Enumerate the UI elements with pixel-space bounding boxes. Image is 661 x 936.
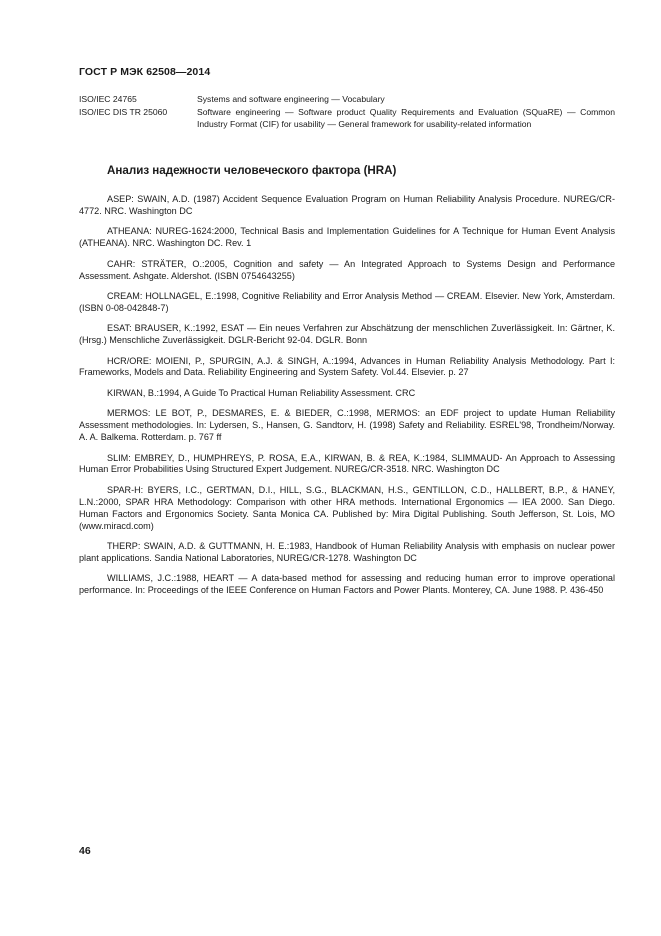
reference-item: CREAM: HOLLNAGEL, E.:1998, Cognitive Reliability and Error Analysis Method — CREAM. Elsevier. New York, Amsterdam. (ISBN 0-08-042848-7) bbox=[79, 290, 615, 313]
reference-item: CAHR: STRÄTER, O.:2005, Cognition and safety — An Integrated Approach to Systems Design and Performance Assessment. Ashgate. Aldershot. (ISBN 0754643255) bbox=[79, 258, 615, 281]
section-heading: Анализ надежности человеческого фактора (HRA) bbox=[107, 164, 397, 177]
standard-code: ISO/IEC 24765 bbox=[79, 94, 137, 104]
standard-description: Systems and software engineering — Vocabulary bbox=[197, 94, 385, 104]
document-header-title: ГОСТ Р МЭК 62508—2014 bbox=[79, 66, 211, 78]
reference-item: KIRWAN, B.:1994, A Guide To Practical Human Reliability Assessment. CRC bbox=[107, 387, 416, 398]
page-number: 46 bbox=[79, 845, 91, 857]
reference-item: MERMOS: LE BOT, P., DESMARES, E. & BIEDER, C.:1998, MERMOS: an EDF project to update Human Reliability Assessment methodologies. In: Lydersen, S., Hansen, G. Sandtorv, H. (1998) Safety and Reliability. ESREL'98, Trondheim/Norway. A. A. Balkema. Rotterdam. p. 767 ff bbox=[79, 408, 615, 443]
standards-row bbox=[79, 94, 615, 105]
reference-item: WILLIAMS, J.C.:1988, HEART — A data-based method for assessing and reducing human error to improve operational performance. In: Proceedings of the IEEE Conference on Human Factors and Power Plants. Monterey, CA. June 1988. P. 436-450 bbox=[79, 573, 615, 596]
reference-item: THERP: SWAIN, A.D. & GUTTMANN, H. E.:1983, Handbook of Human Reliability Analysis with emphasis on nuclear power plant applications. Sandia National Laboratories, NUREG/CR-1278. Washington DC bbox=[79, 540, 615, 563]
reference-item: SPAR-H: BYERS, I.C., GERTMAN, D.I., HILL, S.G., BLACKMAN, H.S., GENTILLON, C.D., HALLBERT, B.P., & HANEY, L.N.:2000, SPAR HRA Methodology: Comparison with other HRA methods. International Ergonomics — IEA 2000. San Diego. Human Factors and Ergonomics Society. Santa Monica CA. Published by: Mira Digital Publishing. South Jefferson, St. Lois, MO (www.miracd.com) bbox=[79, 484, 615, 531]
reference-item: SLIM: EMBREY, D., HUMPHREYS, P. ROSA, E.A., KIRWAN, B. & REA, K.:1984, SLIMMAUD- An Approach to Assessing Human Error Probabilities Using Structured Expert Judgement. NUREG/CR-3518. NRC. Washington DC bbox=[79, 452, 615, 475]
reference-item: HCR/ORE: MOIENI, P., SPURGIN, A.J. & SINGH, A.:1994, Advances in Human Reliability Analysis Methodology. Part I: Frameworks, Models and Data. Reliability Engineering and System Safety. Vol.44. Elsevier. p. 27 bbox=[79, 355, 615, 378]
standards-row bbox=[79, 107, 615, 130]
standard-description: Software engineering — Software product Quality Requirements and Evaluation (SQuaRE) — Common Industry Format (CIF) for usability — General framework for usability-related information bbox=[197, 107, 615, 129]
reference-list bbox=[79, 194, 615, 606]
standard-code: ISO/IEC DIS TR 25060 bbox=[79, 107, 168, 118]
standards-table bbox=[79, 94, 615, 132]
reference-item: ASEP: SWAIN, A.D. (1987) Accident Sequence Evaluation Program on Human Reliability Analysis Procedure. NUREG/CR-4772. NRC. Washington DC bbox=[79, 194, 615, 216]
reference-item: ATHEANA: NUREG-1624:2000, Technical Basis and Implementation Guidelines for A Technique for Human Event Analysis (ATHEANA). NRC. Washington DC. Rev. 1 bbox=[79, 226, 615, 249]
reference-item: ESAT: BRAUSER, K.:1992, ESAT — Ein neues Verfahren zur Abschätzung der menschlichen Zuverlässigkeit. In: Gärtner, K. (Hrsg.) Menschliche Zuverlässigkeit. DGLR-Bericht 92-04. DGLR. Bonn bbox=[79, 323, 615, 346]
